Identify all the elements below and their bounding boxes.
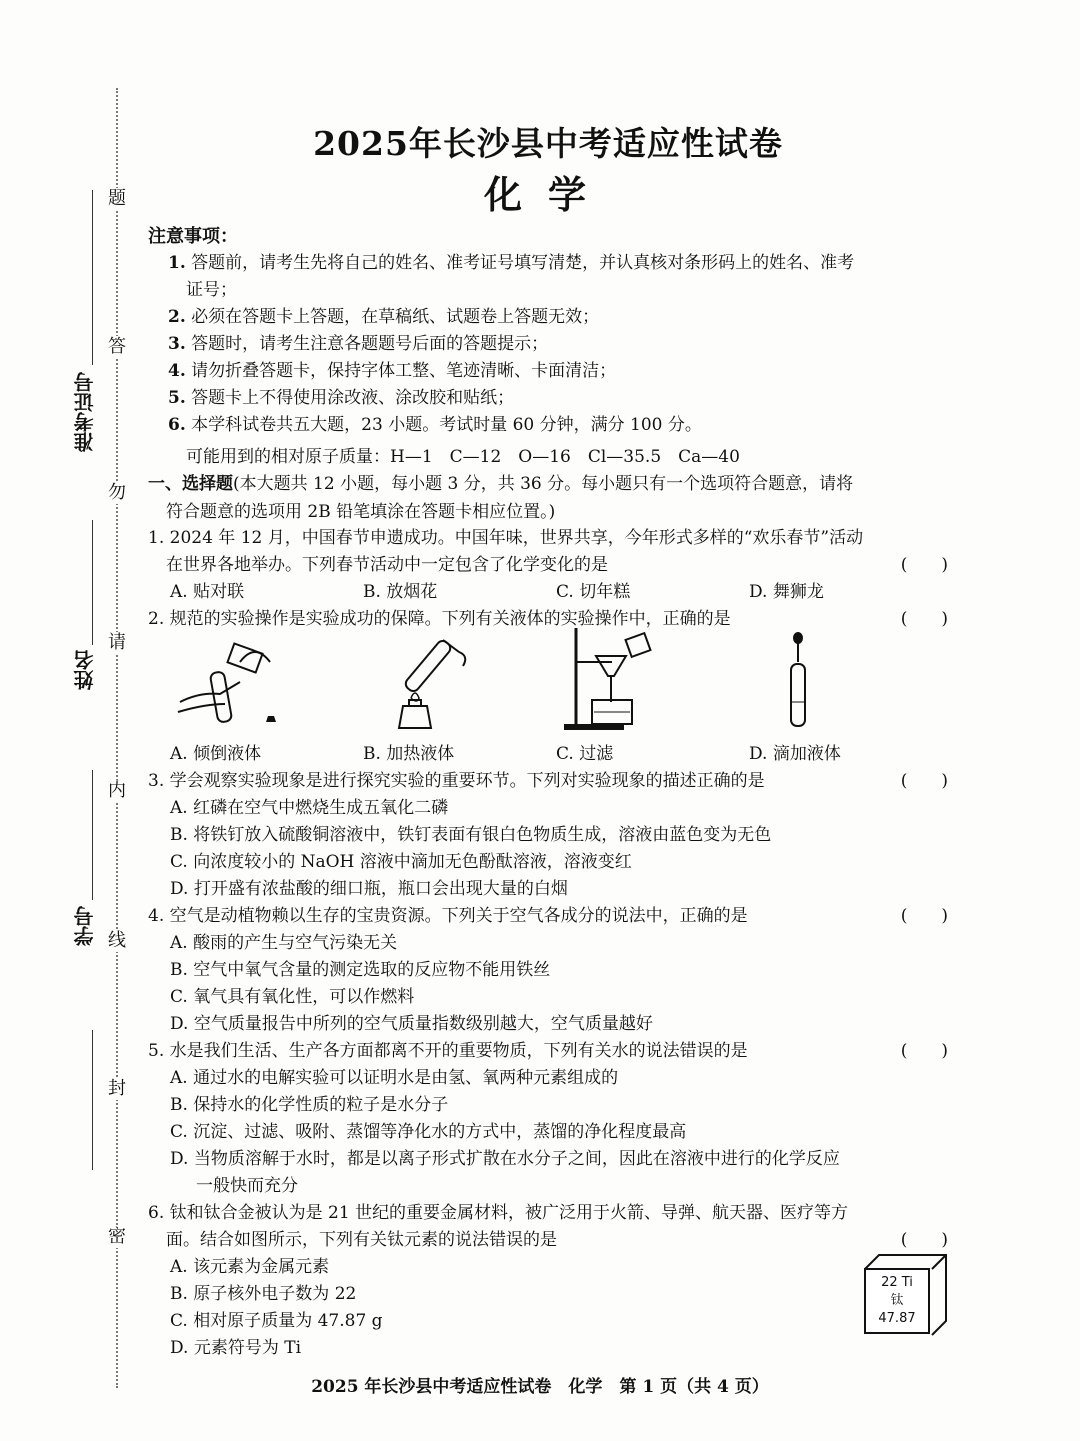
part1-heading: 一、选择题(本大题共 12 小题，每小题 3 分，共 36 分。每小题只有一个选项符合题意，请将 [148, 474, 854, 494]
seal-char: 请 [108, 632, 126, 653]
seal-char: 题 [108, 188, 126, 209]
option-a: A. 该元素为金属元素 [170, 1257, 330, 1277]
option-a: A. 酸雨的产生与空气污染无关 [170, 933, 398, 953]
option-b: B. 原子核外电子数为 22 [170, 1284, 357, 1304]
notice-heading: 注意事项： [148, 226, 238, 247]
option-c: C. 向浓度较小的 NaOH 溶液中滴加无色酚酞溶液，溶液变红 [170, 852, 632, 872]
seal-char: 勿 [108, 482, 126, 503]
question-4: 4. 空气是动植物赖以生存的宝贵资源。下列关于空气各成分的说法中，正确的是 ( ) A. 酸雨的产生与空气污染无关 B. 空气中氧气含量的测定选取的反应物不能用铁丝 C. 氧气具有氧化性，可以作燃料 D. 空气质量报告中所列的空气质量指数级别越大，空气质量越好 [148, 903, 948, 1038]
filtration-figure [556, 626, 749, 741]
student-number-line [92, 1030, 93, 1170]
option-d: D. 舞狮龙 [749, 582, 824, 602]
name-label: 姓名 [73, 650, 97, 690]
answer-bracket: ( ) [900, 771, 948, 791]
notice-item: 4. 请勿折叠答题卡，保持字体工整、笔迹清晰、卡面清洁； [168, 361, 617, 381]
seal-dotted-line [116, 88, 118, 1388]
option-b: B. 保持水的化学性质的粒子是水分子 [170, 1095, 449, 1115]
question-5: 5. 水是我们生活、生产各方面都离不开的重要物质，下列有关水的说法错误的是 ( ) A. 通过水的电解实验可以证明水是由氢、氧两种元素组成的 B. 保持水的化学性质的粒子是水分子 C. 沉淀、过滤、吸附、蒸馏等净化水的方式中，蒸馏的净化程度最高 D. 当物质溶解于水时，都是以离子形式扩散在水分子之间，因此在溶液中进行的化学反应 一般快而充分 [148, 1038, 948, 1200]
seal-char: 密 [108, 1226, 126, 1247]
atomic-mass: 47.87 [878, 1311, 916, 1326]
answer-bracket: ( ) [900, 1041, 948, 1061]
option-d-cont: 一般快而充分 [196, 1176, 298, 1196]
dropping-liquid-figure [749, 632, 942, 741]
notice-item: 3. 答题时，请考生注意各题题号后面的答题提示； [168, 334, 549, 354]
option-b: B. 加热液体 [363, 744, 455, 764]
answer-bracket: ( ) [900, 1230, 948, 1250]
exam-number-label: 准考证号 [73, 372, 97, 452]
exam-title: 2025年长沙县中考适应性试卷 [313, 124, 783, 163]
element-name: 钛 [890, 1293, 904, 1308]
binding-margin [0, 0, 140, 1441]
option-d: D. 当物质溶解于水时，都是以离子形式扩散在水分子之间，因此在溶液中进行的化学反应 [170, 1149, 840, 1169]
option-c: C. 沉淀、过滤、吸附、蒸馏等净化水的方式中，蒸馏的净化程度最高 [170, 1122, 687, 1142]
part1-heading-cont: 符合题意的选项用 2B 铅笔填涂在答题卡相应位置。) [166, 502, 556, 522]
student-number-label: 学号 [73, 906, 97, 946]
element-symbol: Ti [901, 1275, 913, 1290]
option-b: B. 放烟花 [363, 582, 438, 602]
exam-content [148, 118, 948, 1362]
question-2: 2. 规范的实验操作是实验成功的保障。下列有关液体的实验操作中，正确的是 ( ) A. 倾倒液体 B. 加热液体 C. 过滤 D. 滴加液体 [148, 606, 948, 768]
notice-item-cont: 证号； [186, 280, 237, 300]
option-b: B. 空气中氧气含量的测定选取的反应物不能用铁丝 [170, 960, 551, 980]
answer-bracket: ( ) [900, 906, 948, 926]
atomic-masses: 可能用到的相对原子质量：H—1 C—12 O—16 Cl—35.5 Ca—40 [186, 447, 740, 467]
seal-char: 线 [108, 930, 126, 951]
seal-char: 封 [108, 1078, 126, 1099]
pouring-liquid-figure [170, 632, 363, 741]
option-c: C. 切年糕 [556, 582, 631, 602]
option-b: B. 将铁钉放入硫酸铜溶液中，铁钉表面有银白色物质生成，溶液由蓝色变为无色 [170, 825, 772, 845]
page-footer: 2025 年长沙县中考适应性试卷 化学 第 1 页（共 4 页） [311, 1377, 769, 1397]
option-d: D. 滴加液体 [749, 744, 841, 764]
answer-bracket: ( ) [900, 555, 948, 575]
question-1: 1. 2024 年 12 月，中国春节申遗成功。中国年味，世界共享，今年形式多样的“欢乐春节”活动 在世界各地举办。下列春节活动中一定包含了化学变化的是 ( ) A. 贴对联 B. 放烟花 C. 切年糕 D. 舞狮龙 [148, 525, 948, 606]
option-c: C. 氧气具有氧化性，可以作燃料 [170, 987, 415, 1007]
option-a: A. 红磷在空气中燃烧生成五氧化二磷 [170, 798, 449, 818]
seal-char: 答 [108, 336, 126, 357]
notice-item: 6. 本学科试卷共五大题，23 小题。考试时量 60 分钟，满分 100 分。 [168, 415, 702, 435]
question-6: 6. 钛和钛合金被认为是 21 世纪的重要金属材料，被广泛用于火箭、导弹、航天器、医疗等方 面。结合如图所示，下列有关钛元素的说法错误的是 ( ) A. 该元素为金属元素 B. 原子核外电子数为 22 C. 相对原子质量为 47.87 g D. 元素符号为 Ti 22 Ti 钛 47.87 [148, 1200, 948, 1362]
option-c: C. 过滤 [556, 744, 614, 764]
notice-item: 2. 必须在答题卡上答题，在草稿纸、试题卷上答题无效； [168, 307, 600, 327]
student-number-line-top [92, 770, 93, 900]
option-d: D. 打开盛有浓盐酸的细口瓶，瓶口会出现大量的白烟 [170, 879, 568, 899]
option-c: C. 相对原子质量为 47.87 g [170, 1311, 383, 1331]
heating-liquid-figure [363, 632, 556, 741]
option-a: A. 贴对联 [170, 582, 245, 602]
option-d: D. 空气质量报告中所列的空气质量指数级别越大，空气质量越好 [170, 1014, 653, 1034]
subject-title: 化学 [483, 172, 612, 217]
option-d: D. 元素符号为 Ti [170, 1338, 302, 1358]
option-a: A. 倾倒液体 [170, 744, 262, 764]
name-line [92, 520, 93, 645]
notice-list [168, 250, 948, 439]
titanium-element-card [864, 1254, 948, 1336]
question-3: 3. 学会观察实验现象是进行探究实验的重要环节。下列对实验现象的描述正确的是 ( ) A. 红磷在空气中燃烧生成五氧化二磷 B. 将铁钉放入硫酸铜溶液中，铁钉表面有银白色物质生成，溶液由蓝色变为无色 C. 向浓度较小的 NaOH 溶液中滴加无色酚酞溶液，溶液变红 D. 打开盛有浓盐酸的细口瓶，瓶口会出现大量的白烟 [148, 768, 948, 903]
seal-char: 内 [108, 780, 126, 801]
option-a: A. 通过水的电解实验可以证明水是由氢、氧两种元素组成的 [170, 1068, 619, 1088]
answer-bracket: ( ) [900, 609, 948, 629]
exam-number-line [92, 190, 93, 365]
notice-item: 1. 答题前，请考生先将自己的姓名、准考证号填写清楚，并认真核对条形码上的姓名、准考 [168, 253, 855, 273]
notice-item: 5. 答题卡上不得使用涂改液、涂改胶和贴纸； [168, 388, 515, 408]
lab-figures [148, 633, 948, 741]
atomic-number: 22 [881, 1275, 898, 1290]
